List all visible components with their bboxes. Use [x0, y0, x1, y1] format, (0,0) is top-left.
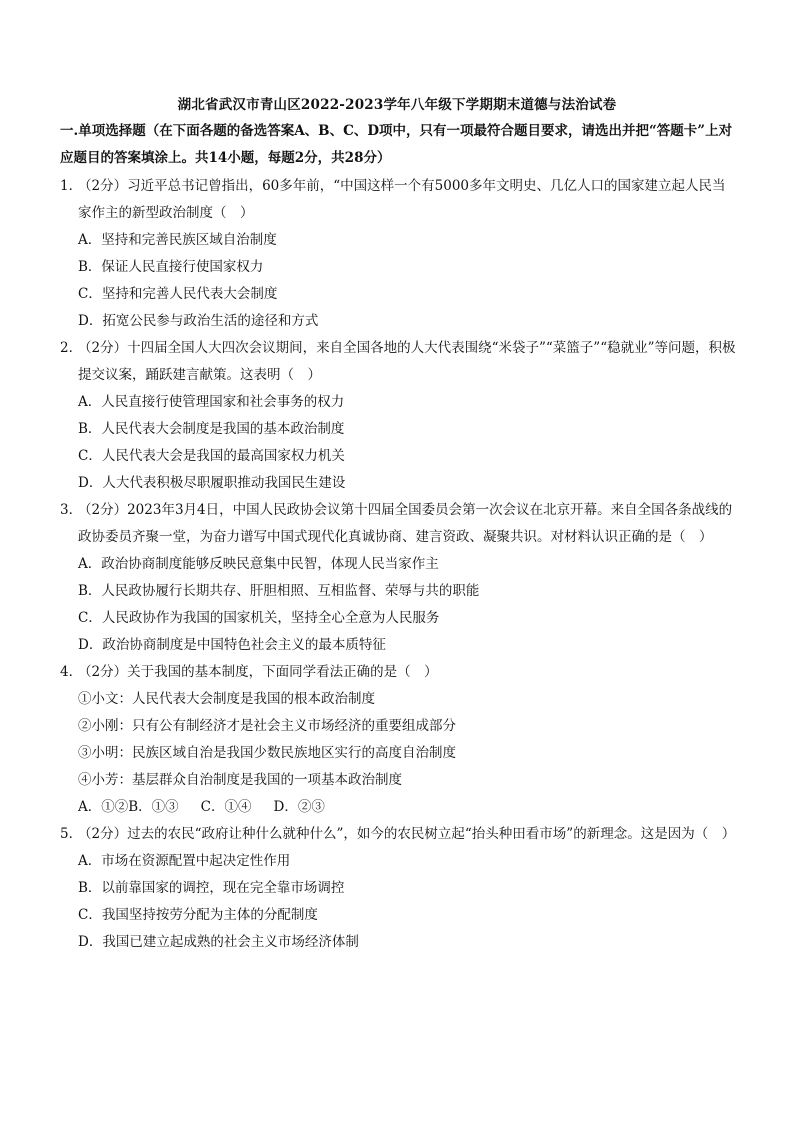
question-stem	[60, 821, 736, 848]
question-number: 3．	[60, 502, 83, 518]
option-a: A．坚持和完善民族区域自治制度	[78, 232, 277, 248]
option-b: B．人民政协履行长期共存、肝胆相照、互相监督、荣辱与共的职能	[78, 583, 480, 599]
option-a: A．政治协商制度能够反映民意集中民智，体现人民当家作主	[78, 556, 439, 572]
option-d: D．我国已建立起成熟的社会主义市场经济体制	[78, 934, 359, 950]
question-text: （2分）习近平总书记曾指出，60多年前，“中国这样一个有5000多年文明史、几亿人口的国家建立起人民当家作主的新型政治制度（ ）	[78, 178, 726, 221]
question-number: 2．	[60, 340, 83, 356]
question-5	[60, 821, 736, 956]
section-heading: 一.单项选择题（在下面各题的备选答案A、B、C、D项中，只有一项最符合题目要求，请选出并把“答题卡”上对应题目的答案填涂上。共14小题，每题2分，共28分）	[60, 123, 733, 166]
option-b: B．人民代表大会制度是我国的基本政治制度	[78, 421, 345, 437]
choice-c: C．①④	[200, 799, 252, 815]
exam-title: 湖北省武汉市青山区2022-2023学年八年级下学期期末道德与法治试卷	[177, 97, 617, 113]
option-d: D．人大代表积极尽职履职推动我国民生建设	[78, 475, 346, 491]
choice-d: D．②③	[273, 799, 325, 815]
option-a: A．人民直接行使管理国家和社会事务的权力	[78, 394, 345, 410]
statement-3: ③小明：民族区域自治是我国少数民族地区实行的高度自治制度	[78, 745, 456, 761]
statement-2: ②小刚：只有公有制经济才是社会主义市场经济的重要组成部分	[78, 718, 456, 734]
question-number: 1．	[60, 178, 83, 194]
option-c: C．人民代表大会是我国的最高国家权力机关	[78, 448, 345, 464]
choice-a: A．①②	[78, 799, 129, 815]
question-3	[60, 497, 736, 659]
question-stem	[60, 335, 736, 389]
option-a: A．市场在资源配置中起决定性作用	[78, 853, 291, 869]
question-stem	[60, 173, 736, 227]
question-4	[60, 659, 736, 821]
option-d: D．拓宽公民参与政治生活的途径和方式	[78, 313, 319, 329]
statement-1: ①小文：人民代表大会制度是我国的根本政治制度	[78, 691, 375, 707]
choice-row	[60, 794, 736, 821]
question-stem	[60, 659, 736, 686]
question-text: （2分）十四届全国人大四次会议期间，来自全国各地的人大代表围绕“米袋子”“菜篮子”“稳就业”等问题，积极提交议案，踊跃建言献策。这表明（ ）	[78, 340, 736, 383]
question-text: （2分）关于我国的基本制度，下面同学看法正确的是（ ）	[78, 664, 438, 680]
question-1	[60, 173, 736, 335]
option-b: B．保证人民直接行使国家权力	[78, 259, 264, 275]
choice-b: B．①③	[128, 799, 179, 815]
question-number: 4．	[60, 664, 83, 680]
option-c: C．我国坚持按劳分配为主体的分配制度	[78, 907, 318, 923]
question-text: （2分）过去的农民“政府让种什么就种什么”，如今的农民树立起“抬头种田看市场”的新理念。这是因为（ ）	[78, 826, 736, 842]
option-c: C．人民政协作为我国的国家机关，坚持全心全意为人民服务	[78, 610, 440, 626]
option-d: D．政治协商制度是中国特色社会主义的最本质特征	[78, 637, 386, 653]
question-text: （2分）2023年3月4日，中国人民政协会议第十四届全国委员会第一次会议在北京开幕。来自全国各条战线的政协委员齐聚一堂，为奋力谱写中国式现代化真诚协商、建言资政、凝聚共识。对材料认识正确的是（ ）	[78, 502, 733, 545]
statement-4: ④小芳：基层群众自治制度是我国的一项基本政治制度	[78, 772, 402, 788]
question-stem	[60, 497, 736, 551]
option-c: C．坚持和完善人民代表大会制度	[78, 286, 278, 302]
question-number: 5．	[60, 826, 83, 842]
question-2	[60, 335, 736, 497]
option-b: B．以前靠国家的调控，现在完全靠市场调控	[78, 880, 345, 896]
question-list	[60, 173, 736, 956]
